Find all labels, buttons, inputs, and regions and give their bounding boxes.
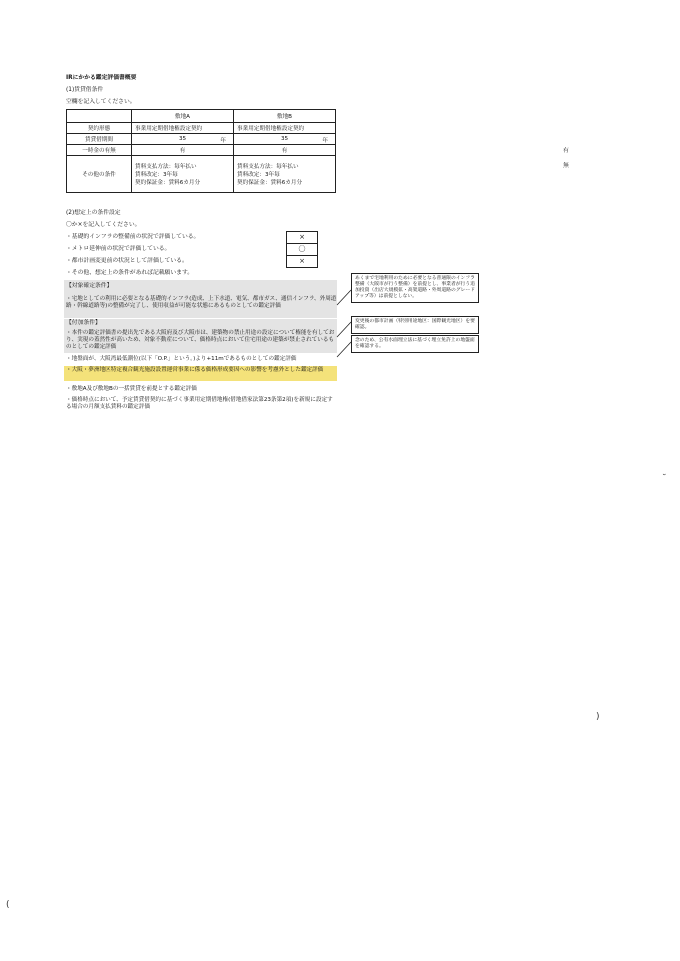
- section1-heading: (1)賃貸借条件: [66, 87, 104, 93]
- table-corner-cell: [67, 110, 132, 123]
- other-condition-line: 賃料支払方法：毎年払い: [135, 164, 197, 170]
- other-condition-line: 契約保証金：賃料6カ月分: [237, 180, 303, 186]
- term-unit-b: 年: [322, 138, 328, 144]
- table-header-row: [67, 110, 336, 123]
- appended-condition-item: ・地盤面が、大阪湾最低潮位(以下「O.P.」という。)より+11mであるものとしての鑑定評価: [66, 356, 297, 362]
- other-condition-line: 賃料改定：3年毎: [237, 172, 280, 178]
- table-row: [67, 134, 336, 145]
- row-label-contract-type: 契約形態: [67, 123, 132, 134]
- col-header-site-a: 敷地A: [132, 110, 234, 123]
- assumption-mark-box: ×: [286, 255, 318, 268]
- annotation-note: あくまで宅地利用のために必要となる普通限のインフラ整備（大阪市が行う整備）を前提とし、事業者が行う追加投資（出店大規模拡・高架道路・外周道路のグレードアップ等）は前提としない。: [351, 273, 479, 303]
- col-header-site-b: 敷地B: [234, 110, 336, 123]
- other-assumptions-prompt: ・その他、想定上の条件があれば記載願います。: [66, 270, 194, 276]
- section2-instruction: 〇か×を記入してください。: [66, 222, 141, 228]
- row-label-other-conditions: その他の条件: [67, 156, 132, 193]
- assumption-mark-box: ×: [286, 231, 318, 244]
- table-row: [67, 156, 336, 193]
- table-row: [67, 145, 336, 156]
- cell-site-a-lump-sum: 有: [132, 145, 234, 156]
- pointer-line: [337, 342, 351, 357]
- assumption-mark-box: 〇: [286, 243, 318, 256]
- annotation-note: 念のため、公有水面埋立法に基づく埋立免許上の地盤面を確認する。: [351, 335, 479, 353]
- target-conditions-heading: 【対象確定条件】: [66, 283, 113, 289]
- cell-site-b-other: [234, 156, 336, 193]
- pointer-line: [337, 322, 351, 337]
- cell-site-a-term: [132, 134, 234, 145]
- section2-heading: (2)想定上の条件設定: [66, 210, 121, 216]
- other-condition-line: 賃料支払方法：毎年払い: [237, 164, 299, 170]
- other-condition-line: 賃料改定：3年毎: [135, 172, 178, 178]
- term-unit-a: 年: [220, 138, 226, 144]
- row-label-lump-sum: 一時金の有無: [67, 145, 132, 156]
- side-mark-yes: 有: [563, 148, 569, 154]
- table-row: [67, 123, 336, 134]
- appended-condition-item: ・大阪・夢洲地区特定複合観光施設設置運営事業に係る価格形成要因への影響を考慮外とした鑑定評価: [66, 367, 324, 373]
- section1-instruction: 空欄を記入してください。: [66, 99, 136, 105]
- appended-condition-item: ・本件の鑑定評価書の提出先である大阪府及び大阪市は、建築物の禁止用途の設定について権能を有しており、実現の蓋然性が高いため、対象不動産について、価格時点において住宅用途の建築が禁止されているものとしての鑑定評価: [66, 330, 335, 351]
- side-mark-no: 無: [563, 163, 569, 169]
- cell-site-b-contract: 事業用定期借地権設定契約: [234, 123, 336, 134]
- term-value-b: 35: [280, 136, 289, 142]
- annotation-note: 変更後の都市計画（特別用途地区：国際観光地区）を要確認。: [351, 316, 479, 334]
- assumption-item: ・メトロ延伸前の状況で評価している。: [66, 246, 171, 252]
- cell-site-b-lump-sum: 有: [234, 145, 336, 156]
- cell-site-b-term: [234, 134, 336, 145]
- target-conditions-text: ・宅地としての利用に必要となる基礎的インフラ(造成、上下水道、電気、都市ガス、通信インフラ、外周道路・幹線道路等)の整備が完了し、使用収益が可能な状態にあるものとしての鑑定評価: [66, 296, 337, 310]
- scan-speck: (: [6, 900, 10, 910]
- document-title: IRにかかる鑑定評価書概要: [66, 75, 137, 81]
- appended-condition-item: ・価格時点において、予定賃貸借契約に基づく事業用定期借地権(借地借家法第23条第2項)を新規に設定する場合の月額支払賃料の鑑定評価: [66, 397, 333, 411]
- other-condition-line: 契約保証金：賃料6カ月分: [135, 180, 201, 186]
- scan-speck: ): [596, 712, 600, 722]
- lease-conditions-table: [66, 109, 336, 193]
- cell-site-a-contract: 事業用定期借地権設定契約: [132, 123, 234, 134]
- scan-speck: ˘: [662, 474, 667, 484]
- cell-site-a-other: [132, 156, 234, 193]
- assumption-item: ・基礎的インフラの整備前の状況で評価している。: [66, 234, 200, 240]
- appended-conditions-heading: 【付加条件】: [66, 320, 101, 326]
- appended-condition-item: ・敷地A及び敷地Bの一括賃貸を前提とする鑑定評価: [66, 386, 197, 392]
- pointer-line: [337, 290, 351, 305]
- assumption-item: ・都市計画変更前の状況として評価している。: [66, 258, 188, 264]
- term-value-a: 35: [178, 136, 187, 142]
- row-label-lease-term: 賃貸借期間: [67, 134, 132, 145]
